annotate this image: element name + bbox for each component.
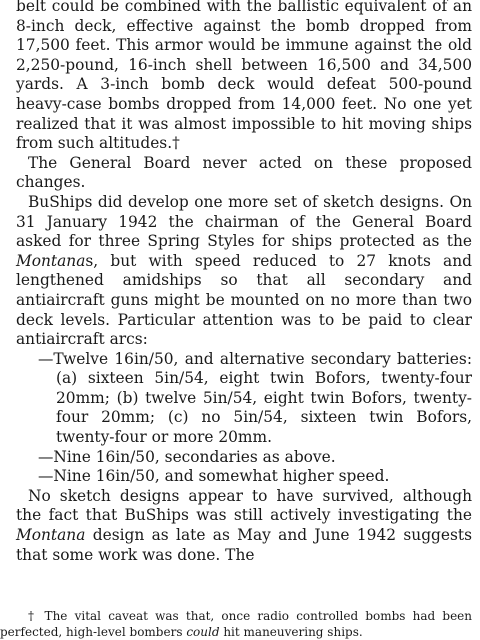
list-item: —Nine 16in/50, and somewhat higher speed. (38, 467, 390, 486)
italic-text: Montana (16, 251, 86, 270)
text-run: hit maneuvering ships. (219, 624, 363, 639)
text-run: The General Board never acted on these proposed changes. (16, 153, 472, 192)
paragraph (16, 154, 472, 193)
text-run: design as late as May and June 1942 suggests that some work was done. The (16, 526, 472, 564)
list-item: —Twelve 16in/50, and alternative secondary batteries: (a) sixteen 5in/54, eight twin Bofors, twenty-four 20mm; (b) twelve 5in/54, eight twin Bofors, twenty-four 20mm; (c) no 5in/54, sixteen twin Bofors, twenty-four or more 20mm. (38, 349, 472, 447)
text-run: s, but with speed reduced to 27 knots and lengthened amidships so that all secondary and antiaircraft guns might be mounted on no more than two deck levels. Particular attention was to be paid to clear antiaircraft arcs: (16, 251, 472, 349)
italic-text: Montana (16, 526, 86, 545)
footnote-text (0, 609, 472, 640)
closing-paragraph (16, 487, 472, 565)
text-run: † The vital caveat was that, once radio controlled bombs had been perfected, high-level bombers (0, 609, 472, 639)
paragraph (16, 193, 472, 350)
footnote (0, 609, 472, 640)
list-item: —Nine 16in/50, secondaries as above. (38, 447, 336, 466)
italic-text: could (186, 624, 220, 639)
paragraph (16, 0, 472, 154)
text-run: belt could be combined with the ballistic equivalent of an 8-inch deck, effective against the bomb dropped from 17,500 feet. This armor would be immune against the old 2,250-pound, 16-inch shell between 16,500 and 34,500 yards. A 3-inch bomb deck would defeat 500-pound heavy-case bombs dropped from 14,000 feet. No one yet realized that it was almost impossible to hit moving ships from such altitudes.† (16, 0, 472, 153)
text-run: No sketch designs appear to have survived, although the fact that BuShips was still actively investigating the (16, 486, 472, 525)
spring-styles-list (16, 350, 472, 487)
paragraphs (16, 0, 472, 350)
text-run: BuShips did develop one more set of sketch designs. On 31 January 1942 the chairman of the General Board asked for three Spring Styles for ships protected as the (16, 192, 472, 251)
main-text (16, 0, 472, 565)
